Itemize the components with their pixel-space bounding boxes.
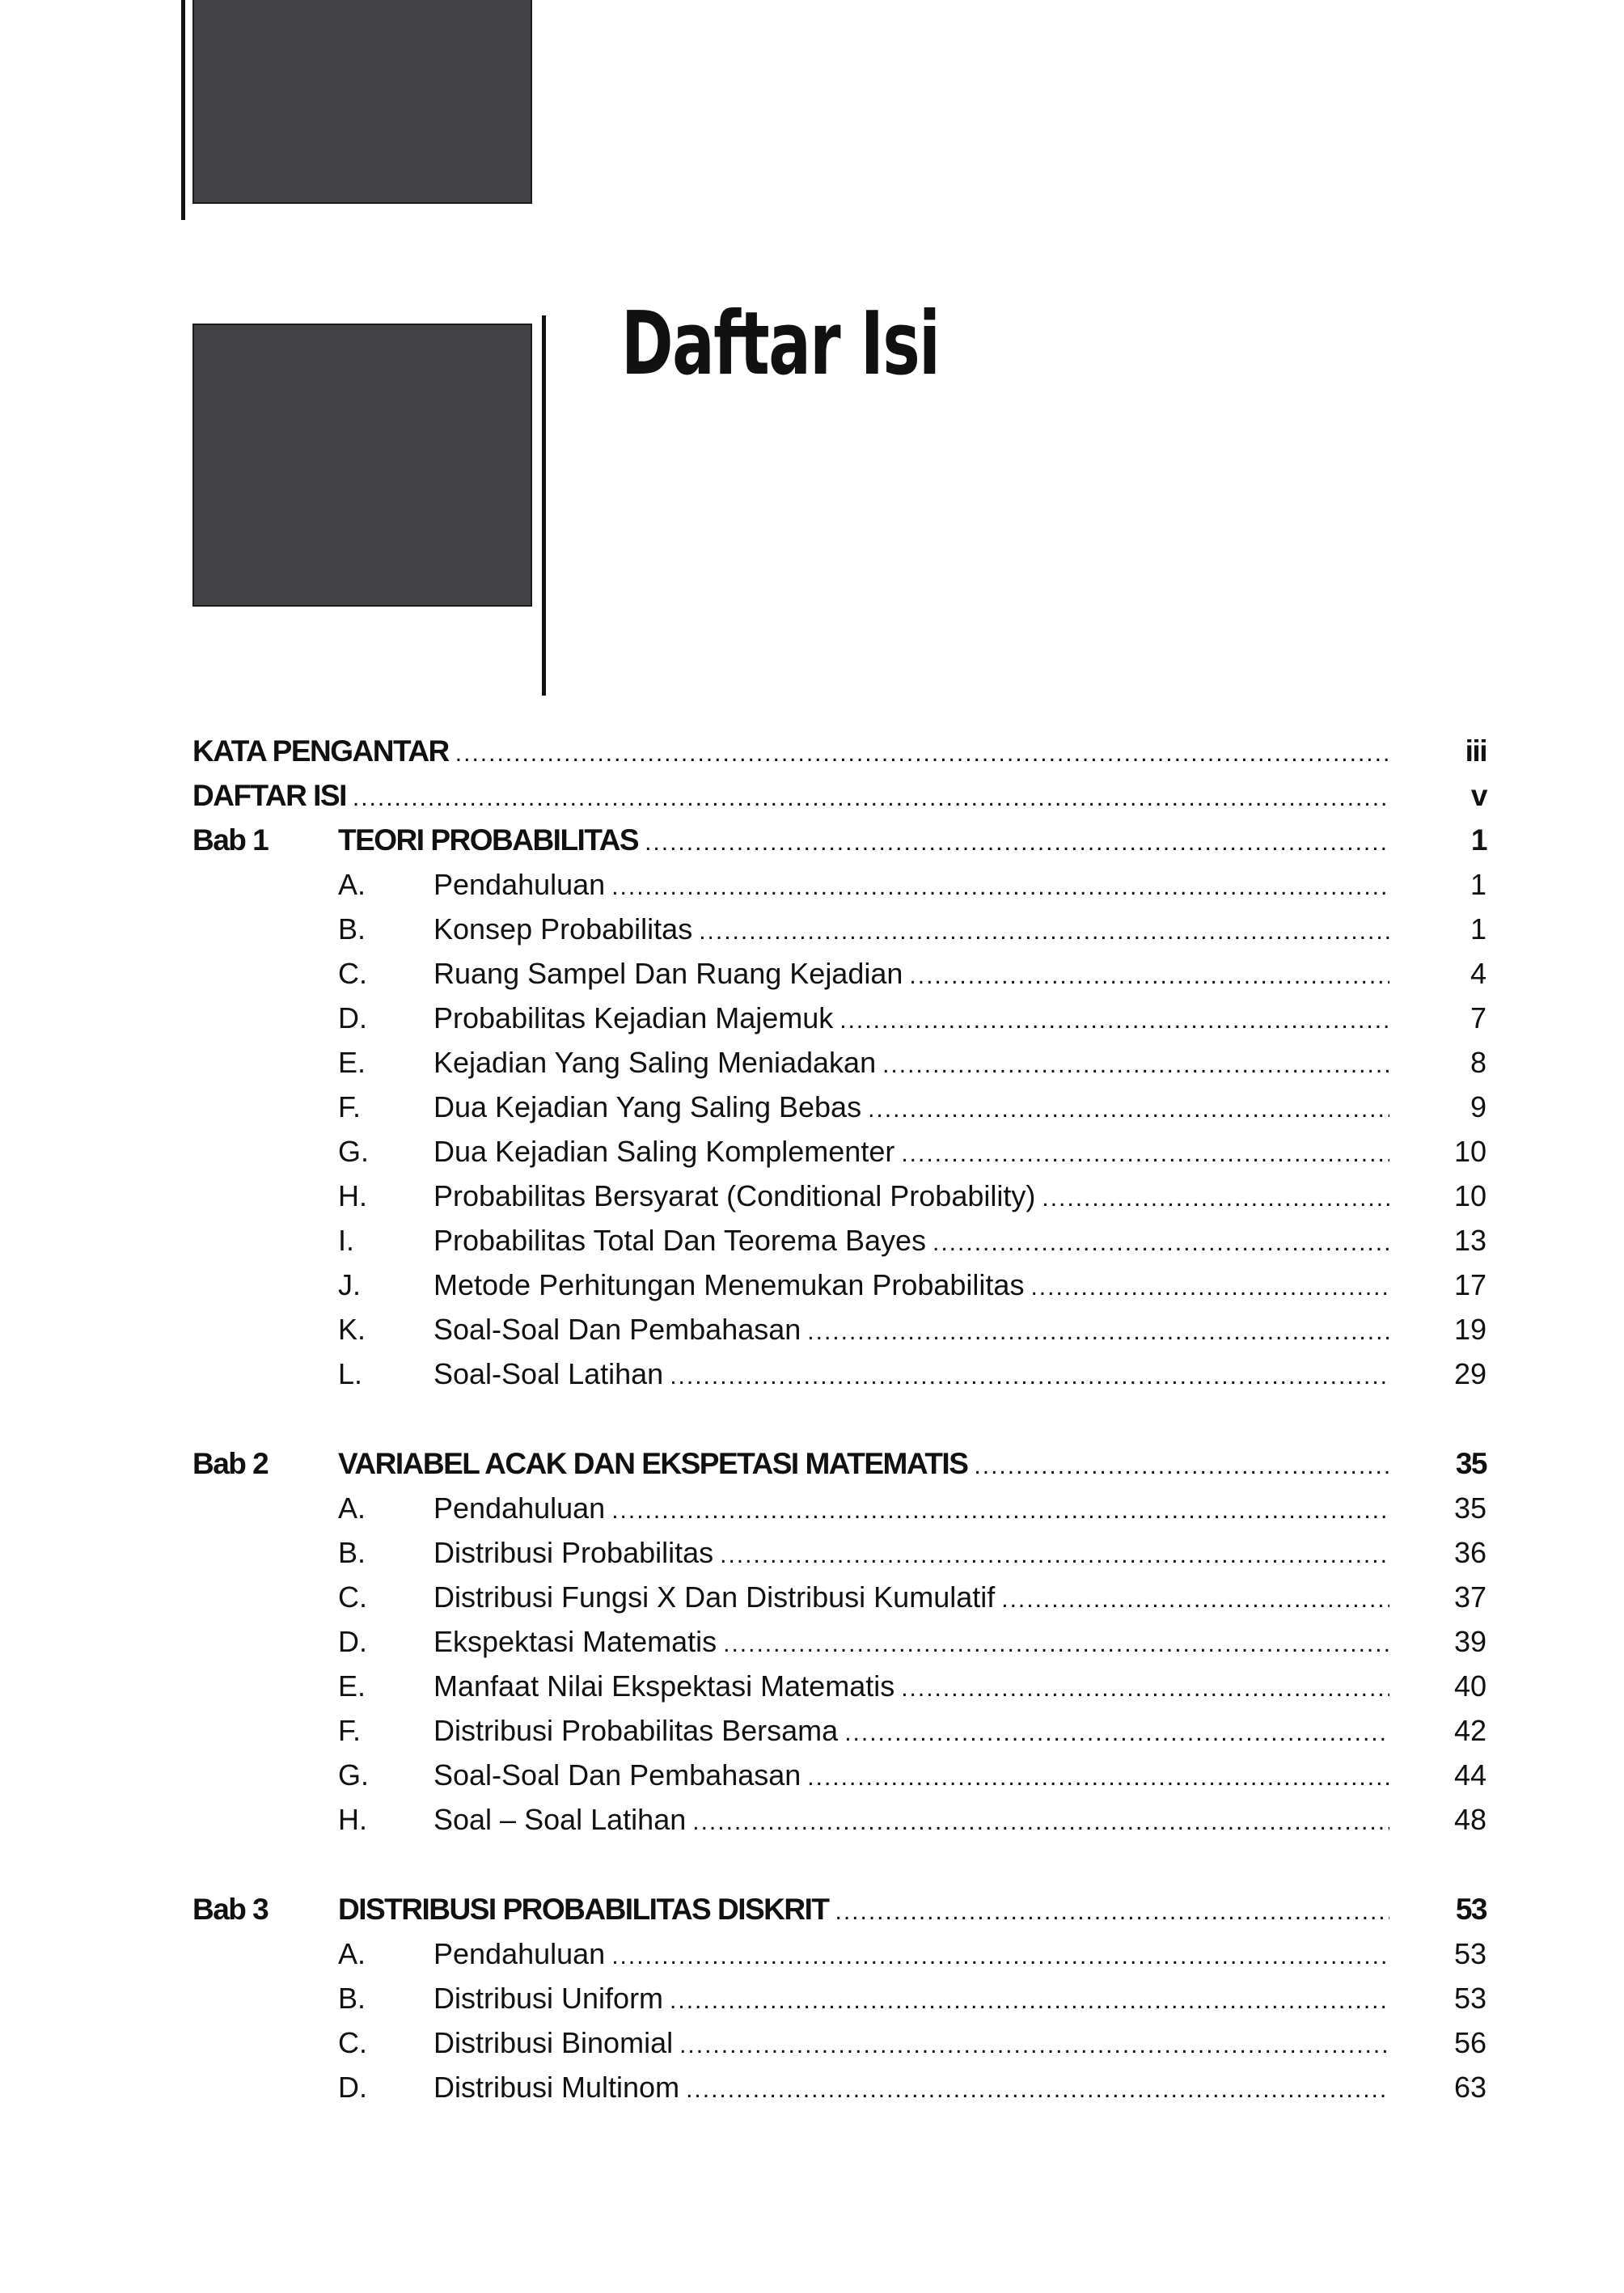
toc-row-section — [192, 950, 1487, 995]
section-letter: C. — [338, 957, 367, 990]
dot-leader — [353, 785, 1389, 812]
dot-leader — [611, 874, 1389, 901]
dot-leader — [723, 1631, 1389, 1658]
toc-row-section — [192, 1039, 1487, 1084]
dot-leader — [611, 1943, 1389, 1970]
page-number: 40 — [1453, 1669, 1487, 1703]
page-number: 53 — [1453, 1982, 1487, 2015]
dot-leader — [901, 1140, 1389, 1168]
dot-leader — [645, 829, 1389, 857]
section-letter: D. — [338, 1625, 367, 1658]
chapter-title: DISTRIBUSI PROBABILITAS DISKRIT — [338, 1893, 829, 1926]
section-letter: H. — [338, 1179, 367, 1212]
toc-row-section — [192, 1574, 1487, 1618]
toc-row-section — [192, 861, 1487, 906]
toc-row-section — [192, 2064, 1487, 2109]
section-letter: E. — [338, 1046, 366, 1079]
section-letter: C. — [338, 1580, 367, 1614]
page-number: 9 — [1470, 1090, 1487, 1123]
section-letter: A. — [338, 1937, 366, 1970]
section-letter: D. — [338, 1001, 367, 1034]
page-number: 53 — [1455, 1893, 1487, 1926]
section-title: Distribusi Binomial — [433, 2026, 674, 2059]
section-title: Ruang Sampel Dan Ruang Kejadian — [433, 957, 903, 990]
dot-leader — [679, 2032, 1389, 2059]
section-entry — [433, 1268, 1389, 1302]
title-vertical-rule — [542, 315, 546, 696]
section-title: Distribusi Multinom — [433, 2071, 680, 2104]
section-letter: D. — [338, 2071, 367, 2104]
toc-row-front — [192, 728, 1487, 772]
chapter-number: Bab 3 — [192, 1893, 269, 1926]
toc-row-section — [192, 1262, 1487, 1306]
section-title: Ekspektasi Matematis — [433, 1625, 717, 1658]
page-number: 1 — [1470, 868, 1487, 901]
page-number: 10 — [1453, 1135, 1487, 1168]
toc-row-section — [192, 995, 1487, 1039]
chapter-gap — [192, 1395, 1487, 1441]
section-letter: J. — [338, 1268, 362, 1301]
page-number: 44 — [1453, 1758, 1487, 1792]
section-letter: H. — [338, 1803, 367, 1836]
dot-leader — [868, 1096, 1389, 1123]
section-letter: K. — [338, 1313, 366, 1346]
section-entry — [433, 1001, 1389, 1035]
toc-row-section — [192, 1931, 1487, 1975]
section-letter: E. — [338, 1669, 366, 1703]
page-number: 4 — [1470, 957, 1487, 990]
toc-row-section — [192, 1485, 1487, 1529]
toc-row-section — [192, 1975, 1487, 2020]
toc-row-section — [192, 1128, 1487, 1173]
toc-row-section — [192, 1084, 1487, 1128]
chapter-title: TEORI PROBABILITAS — [338, 823, 639, 857]
section-entry — [433, 912, 1389, 946]
section-letter: F. — [338, 1090, 362, 1123]
section-letter: G. — [338, 1758, 370, 1792]
section-entry — [433, 957, 1389, 991]
toc-row-section — [192, 1796, 1487, 1841]
dot-leader — [720, 1542, 1389, 1569]
page-number: 48 — [1453, 1803, 1487, 1836]
page-number: v — [1470, 779, 1487, 812]
section-title: Pendahuluan — [433, 1491, 606, 1525]
page-number: 35 — [1453, 1491, 1487, 1525]
toc-row-section — [192, 906, 1487, 950]
dot-leader — [839, 1007, 1389, 1034]
section-title: Soal-Soal Latihan — [433, 1357, 664, 1390]
page-number: 63 — [1453, 2071, 1487, 2104]
page-number: 35 — [1455, 1447, 1487, 1480]
chapter-entry — [338, 1893, 1389, 1927]
section-letter: L. — [338, 1357, 363, 1390]
toc-row-section — [192, 1618, 1487, 1663]
toc-row-section — [192, 1217, 1487, 1262]
dot-leader — [835, 1898, 1390, 1926]
dot-leader — [692, 1809, 1389, 1836]
section-entry — [433, 1046, 1389, 1080]
chapter-entry — [338, 823, 1389, 857]
dot-leader — [882, 1051, 1389, 1079]
page-number: 1 — [1470, 912, 1487, 946]
page-number: 36 — [1453, 1536, 1487, 1569]
section-title: Probabilitas Total Dan Teorema Bayes — [433, 1224, 927, 1257]
section-entry — [433, 1803, 1389, 1837]
section-entry — [433, 1491, 1389, 1525]
section-entry — [433, 1937, 1389, 1971]
dot-leader — [844, 1720, 1389, 1747]
toc-row-section — [192, 1173, 1487, 1217]
dot-leader — [611, 1497, 1389, 1525]
page-number: 53 — [1453, 1937, 1487, 1970]
section-letter: G. — [338, 1135, 370, 1168]
page-number: 42 — [1453, 1714, 1487, 1747]
section-title: Kejadian Yang Saling Meniadakan — [433, 1046, 877, 1079]
page-number: 1 — [1470, 823, 1487, 857]
section-letter: A. — [338, 868, 366, 901]
front-matter-entry — [192, 779, 1389, 813]
dot-leader — [974, 1453, 1389, 1480]
section-letter: C. — [338, 2026, 367, 2059]
page-number: 37 — [1453, 1580, 1487, 1614]
section-entry — [433, 1580, 1389, 1614]
section-entry — [433, 1135, 1389, 1169]
top-decorative-block — [192, 0, 532, 204]
section-entry — [433, 2026, 1389, 2060]
section-title: Dua Kejadian Yang Saling Bebas — [433, 1090, 862, 1123]
section-title: Probabilitas Kejadian Majemuk — [433, 1001, 834, 1034]
section-title: Distribusi Probabilitas — [433, 1536, 714, 1569]
title-decorative-block — [192, 324, 532, 607]
page-number: 8 — [1470, 1046, 1487, 1079]
section-title: Pendahuluan — [433, 1937, 606, 1970]
page-number: 29 — [1453, 1357, 1487, 1390]
dot-leader — [1042, 1185, 1389, 1212]
page-number: 56 — [1453, 2026, 1487, 2059]
section-title: Probabilitas Bersyarat (Conditional Probability) — [433, 1179, 1036, 1212]
section-entry — [433, 1625, 1389, 1659]
section-title: Soal-Soal Dan Pembahasan — [433, 1758, 801, 1792]
dot-leader — [807, 1318, 1389, 1346]
section-letter: F. — [338, 1714, 362, 1747]
toc-row-section — [192, 1529, 1487, 1574]
section-title: Konsep Probabilitas — [433, 912, 693, 946]
toc-row-section — [192, 1306, 1487, 1351]
dot-leader — [933, 1229, 1389, 1257]
page-number: 10 — [1453, 1179, 1487, 1212]
section-entry — [433, 1224, 1389, 1258]
section-entry — [433, 1669, 1389, 1703]
dot-leader — [909, 962, 1389, 990]
section-title: Manfaat Nilai Ekspektasi Matematis — [433, 1669, 895, 1703]
dot-leader — [686, 2076, 1389, 2104]
section-entry — [433, 1179, 1389, 1213]
section-title: Distribusi Uniform — [433, 1982, 664, 2015]
toc-row-section — [192, 1663, 1487, 1707]
toc-row-front — [192, 772, 1487, 817]
section-entry — [433, 868, 1389, 902]
dot-leader — [455, 740, 1389, 768]
page-title: Daftar Isi — [621, 294, 940, 395]
chapter-entry — [338, 1447, 1389, 1481]
toc-row-chapter — [192, 817, 1487, 861]
top-vertical-rule — [181, 0, 185, 220]
section-entry — [433, 1090, 1389, 1124]
section-entry — [433, 1536, 1389, 1570]
table-of-contents — [192, 728, 1487, 2109]
chapter-gap — [192, 1841, 1487, 1886]
section-letter: A. — [338, 1491, 366, 1525]
dot-leader — [1001, 1586, 1389, 1614]
section-letter: B. — [338, 1536, 366, 1569]
chapter-title: VARIABEL ACAK DAN EKSPETASI MATEMATIS — [338, 1447, 968, 1480]
section-entry — [433, 1982, 1389, 2016]
chapter-number: Bab 2 — [192, 1447, 269, 1480]
chapter-number: Bab 1 — [192, 823, 269, 857]
page-number: 17 — [1453, 1268, 1487, 1301]
section-title: Soal-Soal Dan Pembahasan — [433, 1313, 801, 1346]
section-entry — [433, 1313, 1389, 1347]
section-title: Distribusi Fungsi X Dan Distribusi Kumulatif — [433, 1580, 996, 1614]
toc-row-chapter — [192, 1886, 1487, 1931]
toc-row-section — [192, 2020, 1487, 2064]
section-title: Metode Perhitungan Menemukan Probabilitas — [433, 1268, 1025, 1301]
page-number: iii — [1465, 734, 1487, 768]
page-number: 7 — [1470, 1001, 1487, 1034]
section-letter: I. — [338, 1224, 355, 1257]
toc-row-section — [192, 1351, 1487, 1395]
page-number: 19 — [1453, 1313, 1487, 1346]
section-entry — [433, 1357, 1389, 1391]
section-title: Soal – Soal Latihan — [433, 1803, 687, 1836]
toc-row-chapter — [192, 1441, 1487, 1485]
section-letter: B. — [338, 912, 366, 946]
front-matter-title: DAFTAR ISI — [192, 779, 346, 812]
dot-leader — [699, 918, 1389, 946]
dot-leader — [807, 1764, 1389, 1792]
front-matter-title: KATA PENGANTAR — [192, 734, 449, 768]
section-letter: B. — [338, 1982, 366, 2015]
front-matter-entry — [192, 734, 1389, 768]
section-title: Pendahuluan — [433, 868, 606, 901]
section-entry — [433, 1714, 1389, 1748]
toc-row-section — [192, 1707, 1487, 1752]
section-entry — [433, 2071, 1389, 2105]
section-title: Distribusi Probabilitas Bersama — [433, 1714, 839, 1747]
dot-leader — [901, 1675, 1389, 1703]
toc-row-section — [192, 1752, 1487, 1796]
dot-leader — [1030, 1274, 1389, 1301]
dot-leader — [670, 1987, 1389, 2015]
section-entry — [433, 1758, 1389, 1792]
dot-leader — [670, 1363, 1389, 1390]
page-number: 13 — [1453, 1224, 1487, 1257]
section-title: Dua Kejadian Saling Komplementer — [433, 1135, 895, 1168]
page-number: 39 — [1453, 1625, 1487, 1658]
